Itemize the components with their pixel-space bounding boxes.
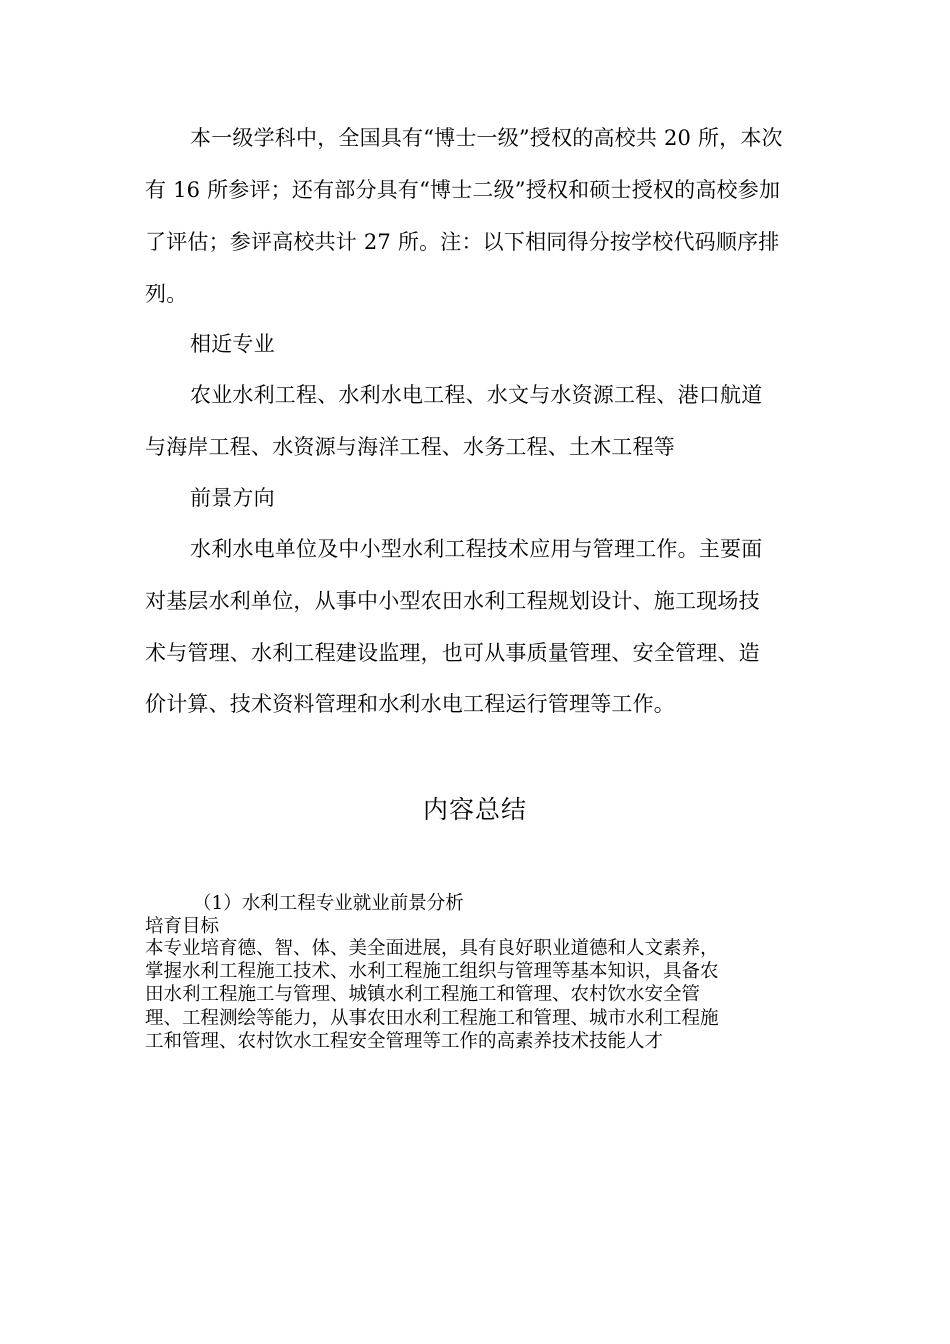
summary-label: 培育目标 <box>145 916 220 937</box>
summary-line: 理、工程测绘等能力，从事农田水利工程施工和管理、城市水利工程施 <box>145 1008 719 1029</box>
summary-line: 工和管理、农村饮水工程安全管理等工作的高素养技术技能人才 <box>145 1031 664 1052</box>
paragraph-line: 农业水利工程、水利水电工程、水文与水资源工程、港口航道 <box>190 383 763 407</box>
paragraph-line: 价计算、技术资料管理和水利水电工程运行管理等工作。 <box>145 692 675 716</box>
summary-line: 本专业培育德、智、体、美全面进展，具有良好职业道德和人文素养， <box>145 938 719 959</box>
paragraph-line: 水利水电单位及中小型水利工程技术应用与管理工作。主要面 <box>190 537 763 561</box>
summary-line: 田水利工程施工与管理、城镇水利工程施工和管理、农村饮水安全管 <box>145 984 701 1005</box>
paragraph-line: 列。 <box>145 282 188 306</box>
summary-line: 掌握水利工程施工技术、水利工程施工组织与管理等基本知识，具备农 <box>145 961 719 982</box>
section-heading: 相近专业 <box>190 332 275 356</box>
summary-title: 内容总结 <box>422 795 527 824</box>
paragraph-line: 本一级学科中，全国具有“博士一级”授权的高校共 20 所，本次 <box>190 126 783 150</box>
paragraph-line: 术与管理、水利工程建设监理，也可从事质量管理、安全管理、造 <box>145 641 760 665</box>
paragraph-line: 与海岸工程、水资源与海洋工程、水务工程、土木工程等 <box>145 435 675 459</box>
paragraph-line: 有 16 所参评；还有部分具有“博士二级”授权和硕士授权的高校参加 <box>145 178 781 202</box>
paragraph-line: 对基层水利单位，从事中小型农田水利工程规划设计、施工现场技 <box>145 589 760 613</box>
section-heading: 前景方向 <box>190 486 275 510</box>
summary-subtitle: （1）水利工程专业就业前景分析 <box>193 893 464 914</box>
paragraph-line: 了评估；参评高校共计 27 所。注：以下相同得分按学校代码顺序排 <box>145 230 780 254</box>
